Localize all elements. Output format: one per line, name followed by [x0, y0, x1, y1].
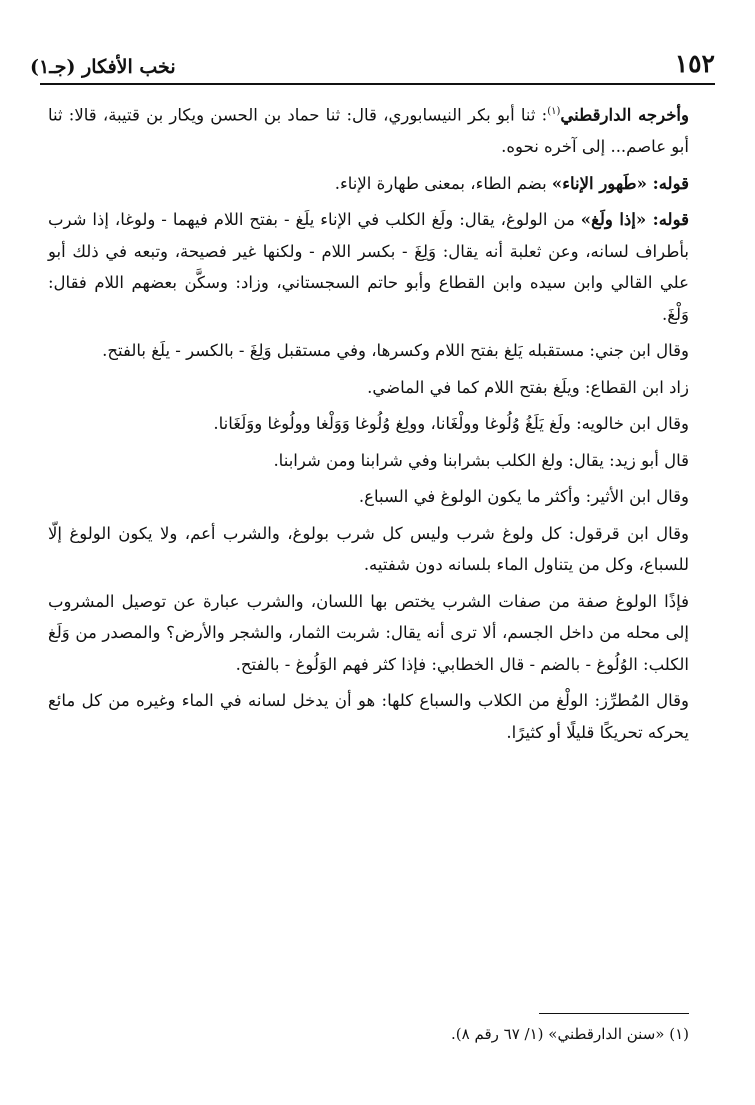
paragraph	[48, 481, 689, 513]
paragraph-text: وقال ابن الأثير: وأكثر ما يكون الولوغ في السباع.	[358, 487, 689, 506]
paragraph	[48, 685, 689, 748]
footnote: (١) «سنن الدارقطني» (١/ ٦٧ رقم ٨).	[451, 1025, 689, 1043]
paragraph-lead: قوله: «طَهور الإناء»	[551, 173, 689, 193]
paragraph-text: فإذًا الولوغ صفة من صفات الشرب يختص بها اللسان، والشرب عبارة عن توصيل المشروب إلى محله من داخل الجسم، ألا ترى أنه يقال: شربت الثمار، والشجر والأرض؟ والمصدر من وَلَغ الكلب: الوُلُوغ - بالضم - قال الخطابي: فإذا كثر فهم الوَلُوغ - بالفتح.	[48, 591, 689, 674]
page-header	[30, 42, 715, 78]
paragraph-text: : ثنا أبو بكر النيسابوري، قال: ثنا حماد بن الحسن ويكار بن قتيبة، قالا: ثنا أبو عاصم... إلى آخره نحوه.	[48, 105, 689, 156]
paragraph-text: وقال ابن قرقول: كل ولوغ شرب وليس كل شرب بولوغ، والشرب أعم، ولا يكون الولوغ إلّا للسباع، وكل من يتناول الماء بلسانه دون شفتيه.	[48, 523, 689, 574]
main-text	[48, 96, 689, 753]
running-title: نخب الأفكار (جـ١)	[30, 56, 176, 78]
paragraph	[48, 586, 689, 681]
paragraph-text: من الولوغ، يقال: ولَغ الكلب في الإناء يلَغ - بفتح اللام فيهما - ولوغا، إذا شرب بأطراف لسانه، وعن ثعلبة أنه يقال: وَلِغَ - بكسر اللام - ولكنها غير فصيحة، وتبعه في ذلك أبو علي القالي وابن سيده وابن القطاع وأبو حاتم السجستاني، وزاد: وسكَّن بعضهم اللام فقال: وَلْغَ.	[48, 210, 689, 324]
footnote-marker: (١)	[547, 106, 561, 117]
paragraph-text: وقال المُطرِّز: الولْغ من الكلاب والسباع كلها: هو أن يدخل لسانه في الماء وغيره من كل مائع يحركه تحريكًا قليلًا أو كثيرًا.	[48, 691, 689, 742]
footnote-rule	[539, 1013, 689, 1014]
paragraph-lead: وأخرجه الدارقطني	[560, 105, 689, 125]
paragraph-text: وقال ابن خالويه: ولَغ يَلَغُ وُلُوغا وولْغَانا، وولِغ وُلُوغا وَوَلْغا وولُوغا ووَلَغَانا.	[213, 414, 689, 433]
paragraph	[48, 96, 689, 163]
paragraph-text: زاد ابن القطاع: ويلَغ بفتح اللام كما في الماضي.	[367, 377, 689, 397]
paragraph-text: بضم الطاء، بمعنى طهارة الإناء.	[334, 173, 552, 193]
paragraph	[48, 168, 689, 200]
paragraph-lead: قوله: «إذا ولَغ»	[580, 210, 689, 229]
page-number: ١٥٢	[674, 49, 715, 78]
paragraph	[48, 372, 689, 404]
paragraph	[48, 335, 689, 367]
paragraph	[48, 445, 689, 477]
paragraph-text: قال أبو زيد: يقال: ولغ الكلب بشرابنا وفي شرابنا ومن شرابنا.	[273, 450, 689, 470]
paragraph	[48, 204, 689, 330]
paragraph	[48, 408, 689, 440]
paragraph	[48, 518, 689, 581]
paragraph-text: وقال ابن جني: مستقبله يَلغ بفتح اللام وكسرها، وفي مستقبل وَلِغَ - بالكسر - يلَغ بالفتح.	[102, 341, 689, 360]
header-rule	[40, 83, 715, 85]
